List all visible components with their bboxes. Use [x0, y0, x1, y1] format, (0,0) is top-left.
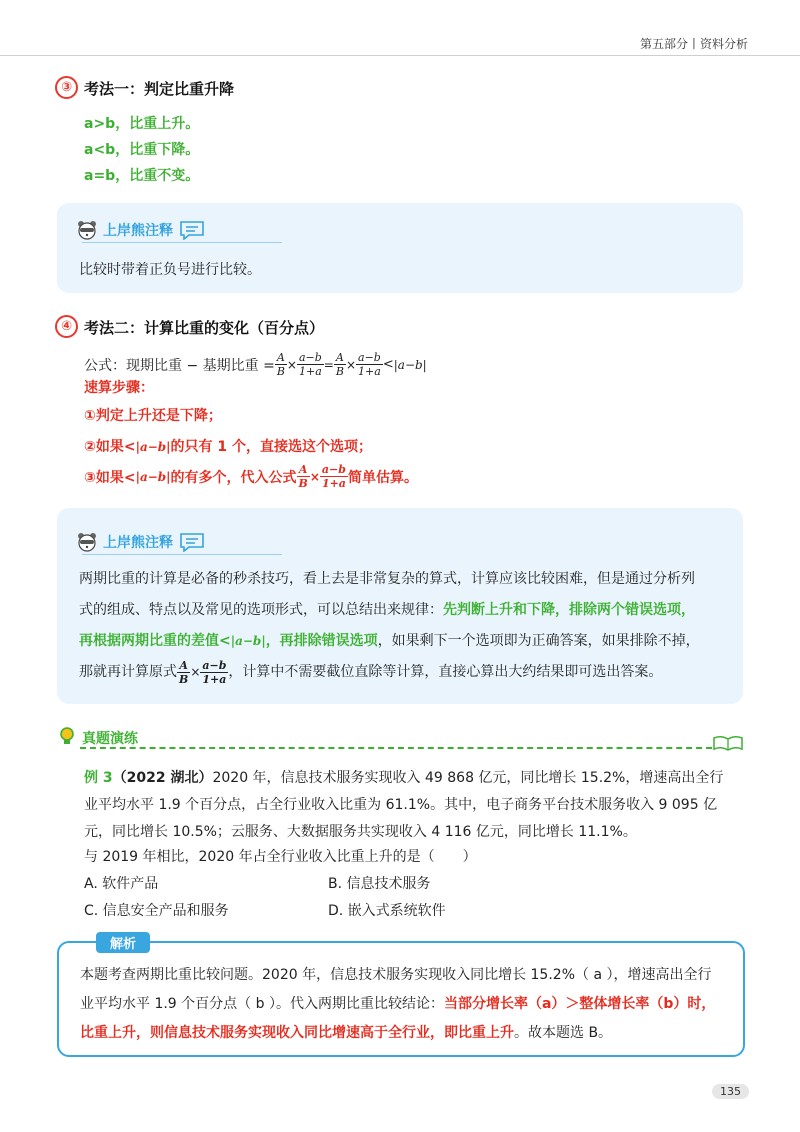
bear-mascot-icon [77, 532, 97, 552]
note-1-title: 上岸熊注释 [103, 223, 173, 239]
bear-mascot-icon [77, 220, 97, 240]
fraction-growth: $\frac{a-b}{1+a}$ [298, 351, 322, 378]
rule-line-2: a<b，比重下降。 [84, 142, 200, 158]
steps-title: 速算步骤： [84, 380, 154, 396]
running-header: 第五部分丨资料分析 [639, 37, 748, 51]
option-b[interactable]: B. 信息技术服务 [328, 876, 431, 892]
note-box-1 [57, 203, 743, 293]
example-source: （2022 湖北） [112, 770, 213, 786]
question: 与 2019 年相比，2020 年占全行业收入比重上升的是（ ） [84, 849, 477, 865]
note-2-underline [82, 554, 282, 555]
step-3: ③如果< |a−b| 的有多个，代入公式 $\frac{A}{B}$ × $\frac{a-b}{1+a}$ 简单估算。 [84, 463, 418, 490]
header-divider [0, 55, 800, 56]
method-3-title: 考法一：判定比重升降 [84, 80, 235, 98]
note-1-underline [82, 242, 282, 243]
note-2-title: 上岸熊注释 [103, 535, 173, 551]
analysis-tag: 解析 [96, 932, 150, 953]
formula-line: 公式：现期比重 − 基期比重 = $\frac{A}{B}$ × $\frac{a-b}{1+a}$ = $\frac{A}{B}$ × $\frac{a-b}{1+a}$ < |a−b| [84, 351, 427, 378]
option-c[interactable]: C. 信息安全产品和服务 [84, 903, 229, 919]
fraction-growth-2: $\frac{a-b}{1+a}$ [358, 351, 381, 378]
rule-line-1: a>b，比重上升。 [84, 116, 200, 132]
formula-prefix: 公式：现期比重 − 基期比重 = [84, 357, 275, 374]
method-4-title: 考法二：计算比重的变化（百分点） [84, 319, 325, 337]
open-book-icon [712, 735, 744, 751]
option-a[interactable]: A. 软件产品 [84, 876, 159, 892]
note-1-text: 比较时带着正负号进行比较。 [79, 262, 261, 278]
note-box-2 [57, 508, 743, 704]
option-d[interactable]: D. 嵌入式系统软件 [328, 903, 446, 919]
speech-bubble-icon [179, 532, 205, 552]
step-2: ②如果<|a−b|的只有 1 个，直接选这个选项； [84, 439, 373, 455]
analysis-body: 本题考查两期比重比较问题。2020 年，信息技术服务实现收入同比增长 15.2%（ a ），增速高出全行 业平均水平 1.9 个百分点（ b ）。代入两期比重比较结论：当部分增长率（a）＞整体增长率（b）时， 比重上升，则信息技术服务实现收入同比增速高于全行业，即比重上升。故本题选 B。 [80, 967, 716, 1041]
method-3-number: ③ [55, 76, 78, 99]
method-4-number: ④ [55, 315, 78, 338]
fraction-a-b: $\frac{A}{B}$ [276, 351, 285, 378]
practice-divider [80, 747, 712, 749]
speech-bubble-icon [179, 220, 205, 240]
practice-title: 真题演练 [82, 731, 138, 747]
rule-line-3: a=b，比重不变。 [84, 168, 200, 184]
page-number: 135 [712, 1084, 749, 1099]
example-label: 例 3 [84, 770, 113, 786]
lightbulb-icon [58, 726, 76, 746]
abs-diff: |a−b| [393, 357, 427, 372]
step-1: ①判定上升还是下降； [84, 408, 222, 424]
example-body: 例 3（2022 湖北）2020 年，信息技术服务实现收入 49 868 亿元，同比增长 15.2%，增速高出全行 业平均水平 1.9 个百分点，占全行业收入比重为 61.1%。其中，电子商务平台技术服务收入 9 095 亿 元，同比增长 10.5%；云服务、大数据服务共实现收入 4 116 亿元，同比增长 11.1%。 [84, 770, 724, 840]
fraction-a-b-2: $\frac{A}{B}$ [335, 351, 344, 378]
note-2-body: 两期比重的计算是必备的秒杀技巧，看上去是非常复杂的算式，计算应该比较困难，但是通过分析列 式的组成、特点以及常见的选项形式，可以总结出来规律：先判断上升和下降，排除两个错误选项， 再根据两期比重的差值<|a−b|，再排除错误选项，如果剩下一个选项即为正确答案，如果排除不掉， 那就再计算原式 $\frac{A}{B}$ × $\frac{a-b}{1+a}$ ，计算中不需要截位直除等计算，直接心算出大约结果即可选出答案。 [79, 571, 700, 686]
